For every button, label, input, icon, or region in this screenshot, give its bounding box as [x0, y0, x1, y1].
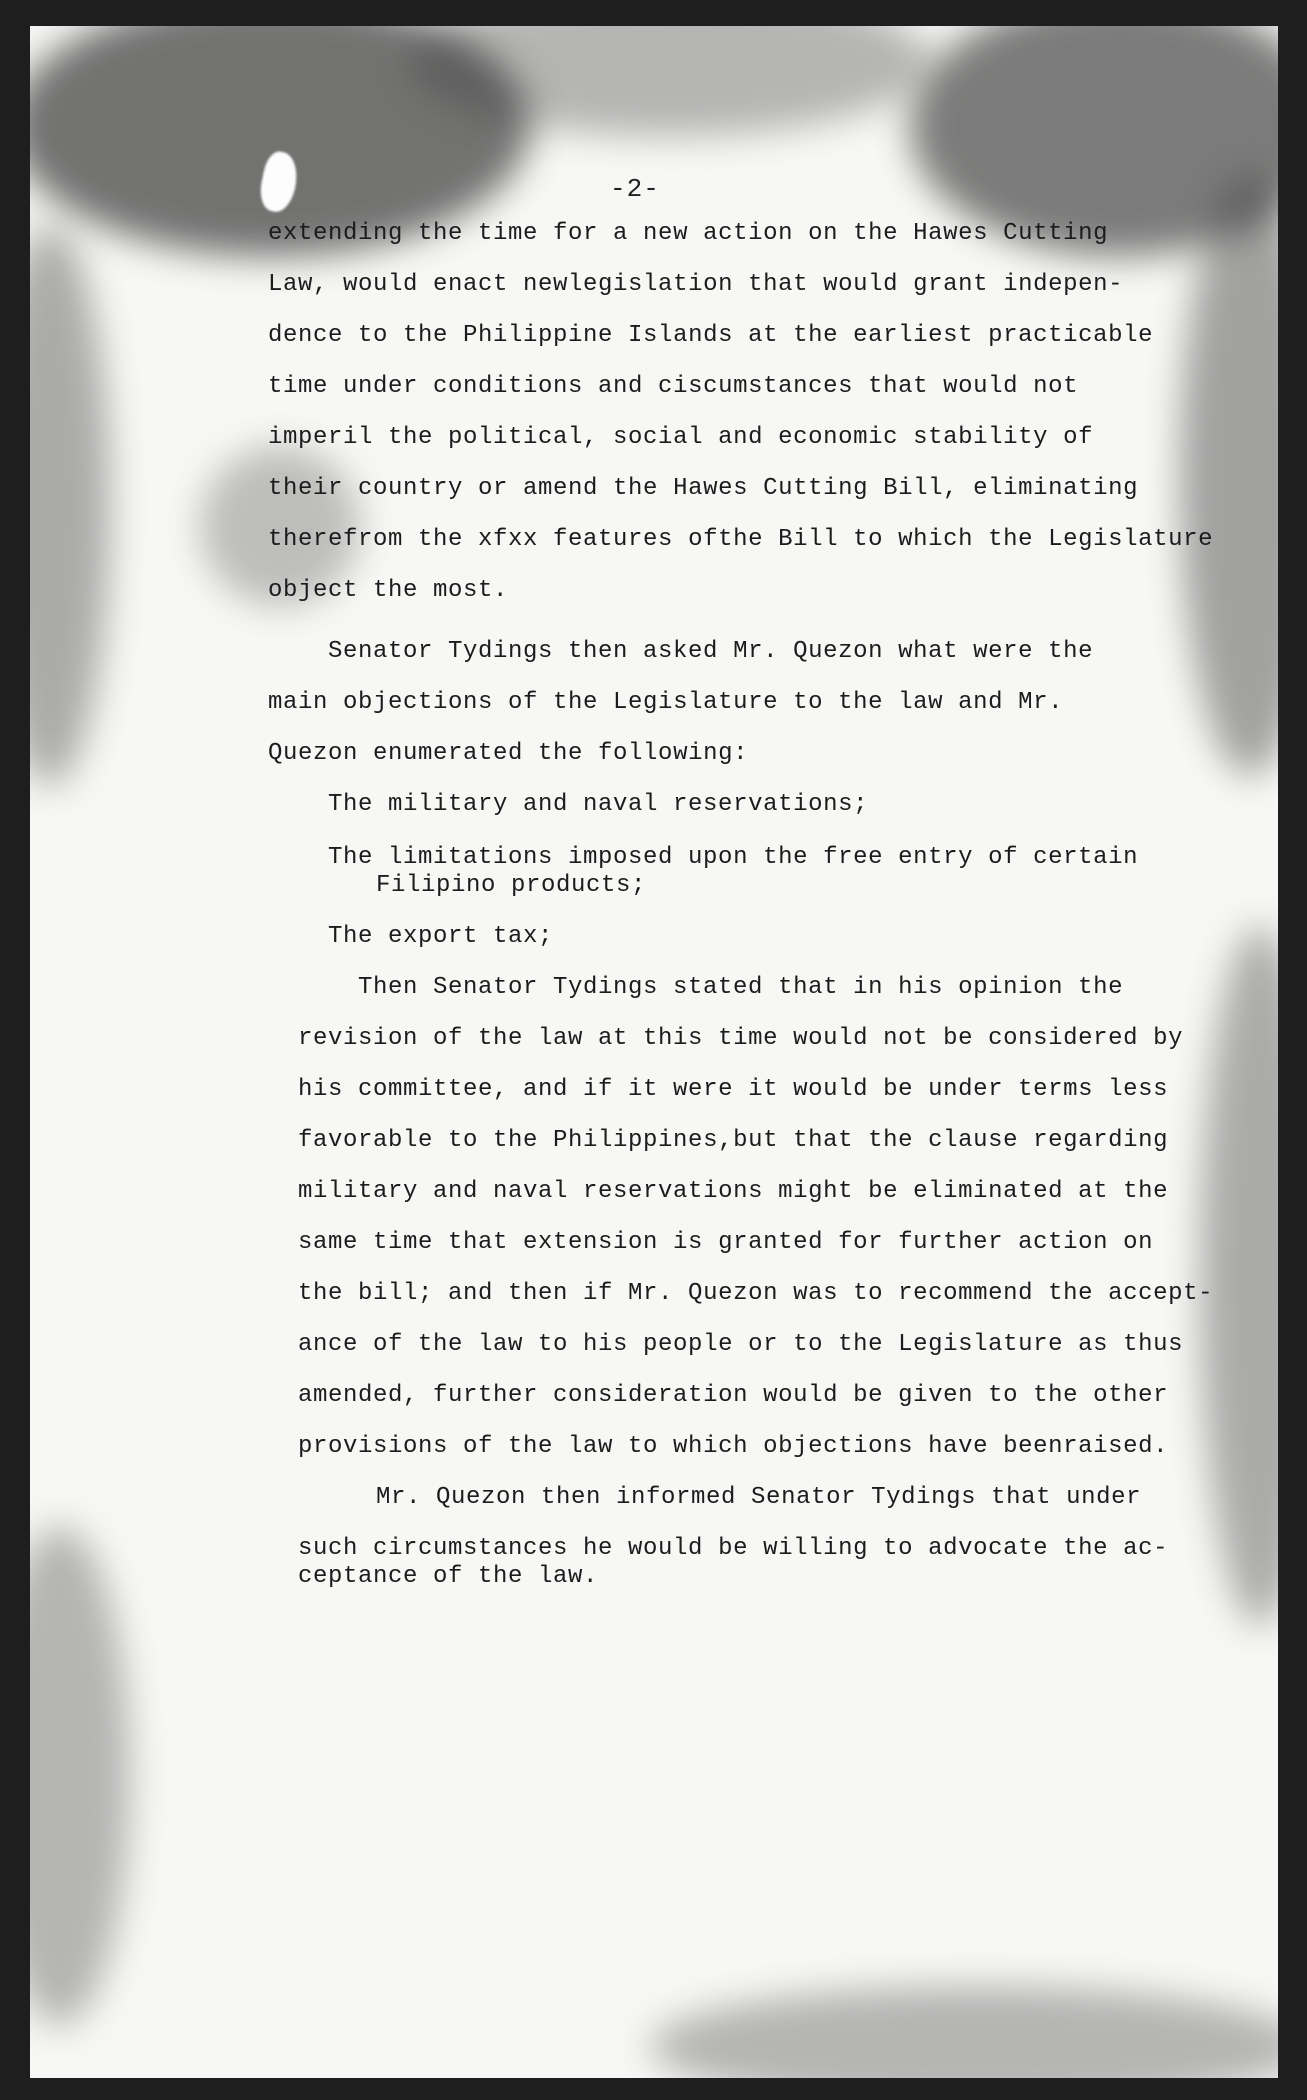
- list-item: Filipino products;: [376, 872, 647, 899]
- text-line: Senator Tydings then asked Mr. Quezon what were the: [328, 638, 1094, 665]
- text-line: his committee, and if it were it would be under terms less: [298, 1076, 1169, 1103]
- text-line: ance of the law to his people or to the Legislature as thus: [298, 1331, 1184, 1358]
- document-page: [30, 26, 1278, 2078]
- text-line: imperil the political, social and economic stability of: [268, 424, 1094, 451]
- ink-smudge: [1180, 176, 1278, 776]
- text-line: favorable to the Philippines,but that the clause regarding: [298, 1127, 1169, 1154]
- text-line: Quezon enumerated the following:: [268, 740, 749, 767]
- text-line: therefrom the xfxx features ofthe Bill to which the Legislature: [268, 526, 1214, 553]
- ink-smudge: [650, 1986, 1278, 2078]
- text-line: revision of the law at this time would not be considered by: [298, 1025, 1184, 1052]
- list-item: The limitations imposed upon the free entry of certain: [328, 844, 1139, 871]
- text-line: their country or amend the Hawes Cutting Bill, eliminating: [268, 475, 1139, 502]
- text-line: dence to the Philippine Islands at the earliest practicable: [268, 322, 1154, 349]
- text-line: time under conditions and ciscumstances that would not: [268, 373, 1079, 400]
- text-line: military and naval reservations might be eliminated at the: [298, 1178, 1169, 1205]
- text-line: amended, further consideration would be given to the other: [298, 1382, 1169, 1409]
- text-line: main objections of the Legislature to the law and Mr.: [268, 689, 1064, 716]
- text-line: provisions of the law to which objections have beenraised.: [298, 1433, 1169, 1460]
- text-line: object the most.: [268, 577, 509, 604]
- text-line: same time that extension is granted for further action on: [298, 1229, 1154, 1256]
- text-line: ceptance of the law.: [298, 1563, 599, 1590]
- list-item: The military and naval reservations;: [328, 791, 869, 818]
- page-number: -2-: [610, 174, 660, 204]
- text-line: Then Senator Tydings stated that in his opinion the: [358, 974, 1124, 1001]
- ink-smudge: [30, 226, 110, 786]
- ink-smudge: [1200, 926, 1278, 1626]
- list-item: The export tax;: [328, 923, 554, 950]
- text-line: the bill; and then if Mr. Quezon was to recommend the accept-: [298, 1280, 1214, 1307]
- text-line: such circumstances he would be willing to advocate the ac-: [298, 1535, 1169, 1562]
- text-line: Mr. Quezon then informed Senator Tydings that under: [376, 1484, 1142, 1511]
- text-line: extending the time for a new action on the Hawes Cutting: [268, 220, 1109, 247]
- text-line: Law, would enact newlegislation that would grant indepen-: [268, 271, 1124, 298]
- ink-smudge: [30, 1526, 130, 2026]
